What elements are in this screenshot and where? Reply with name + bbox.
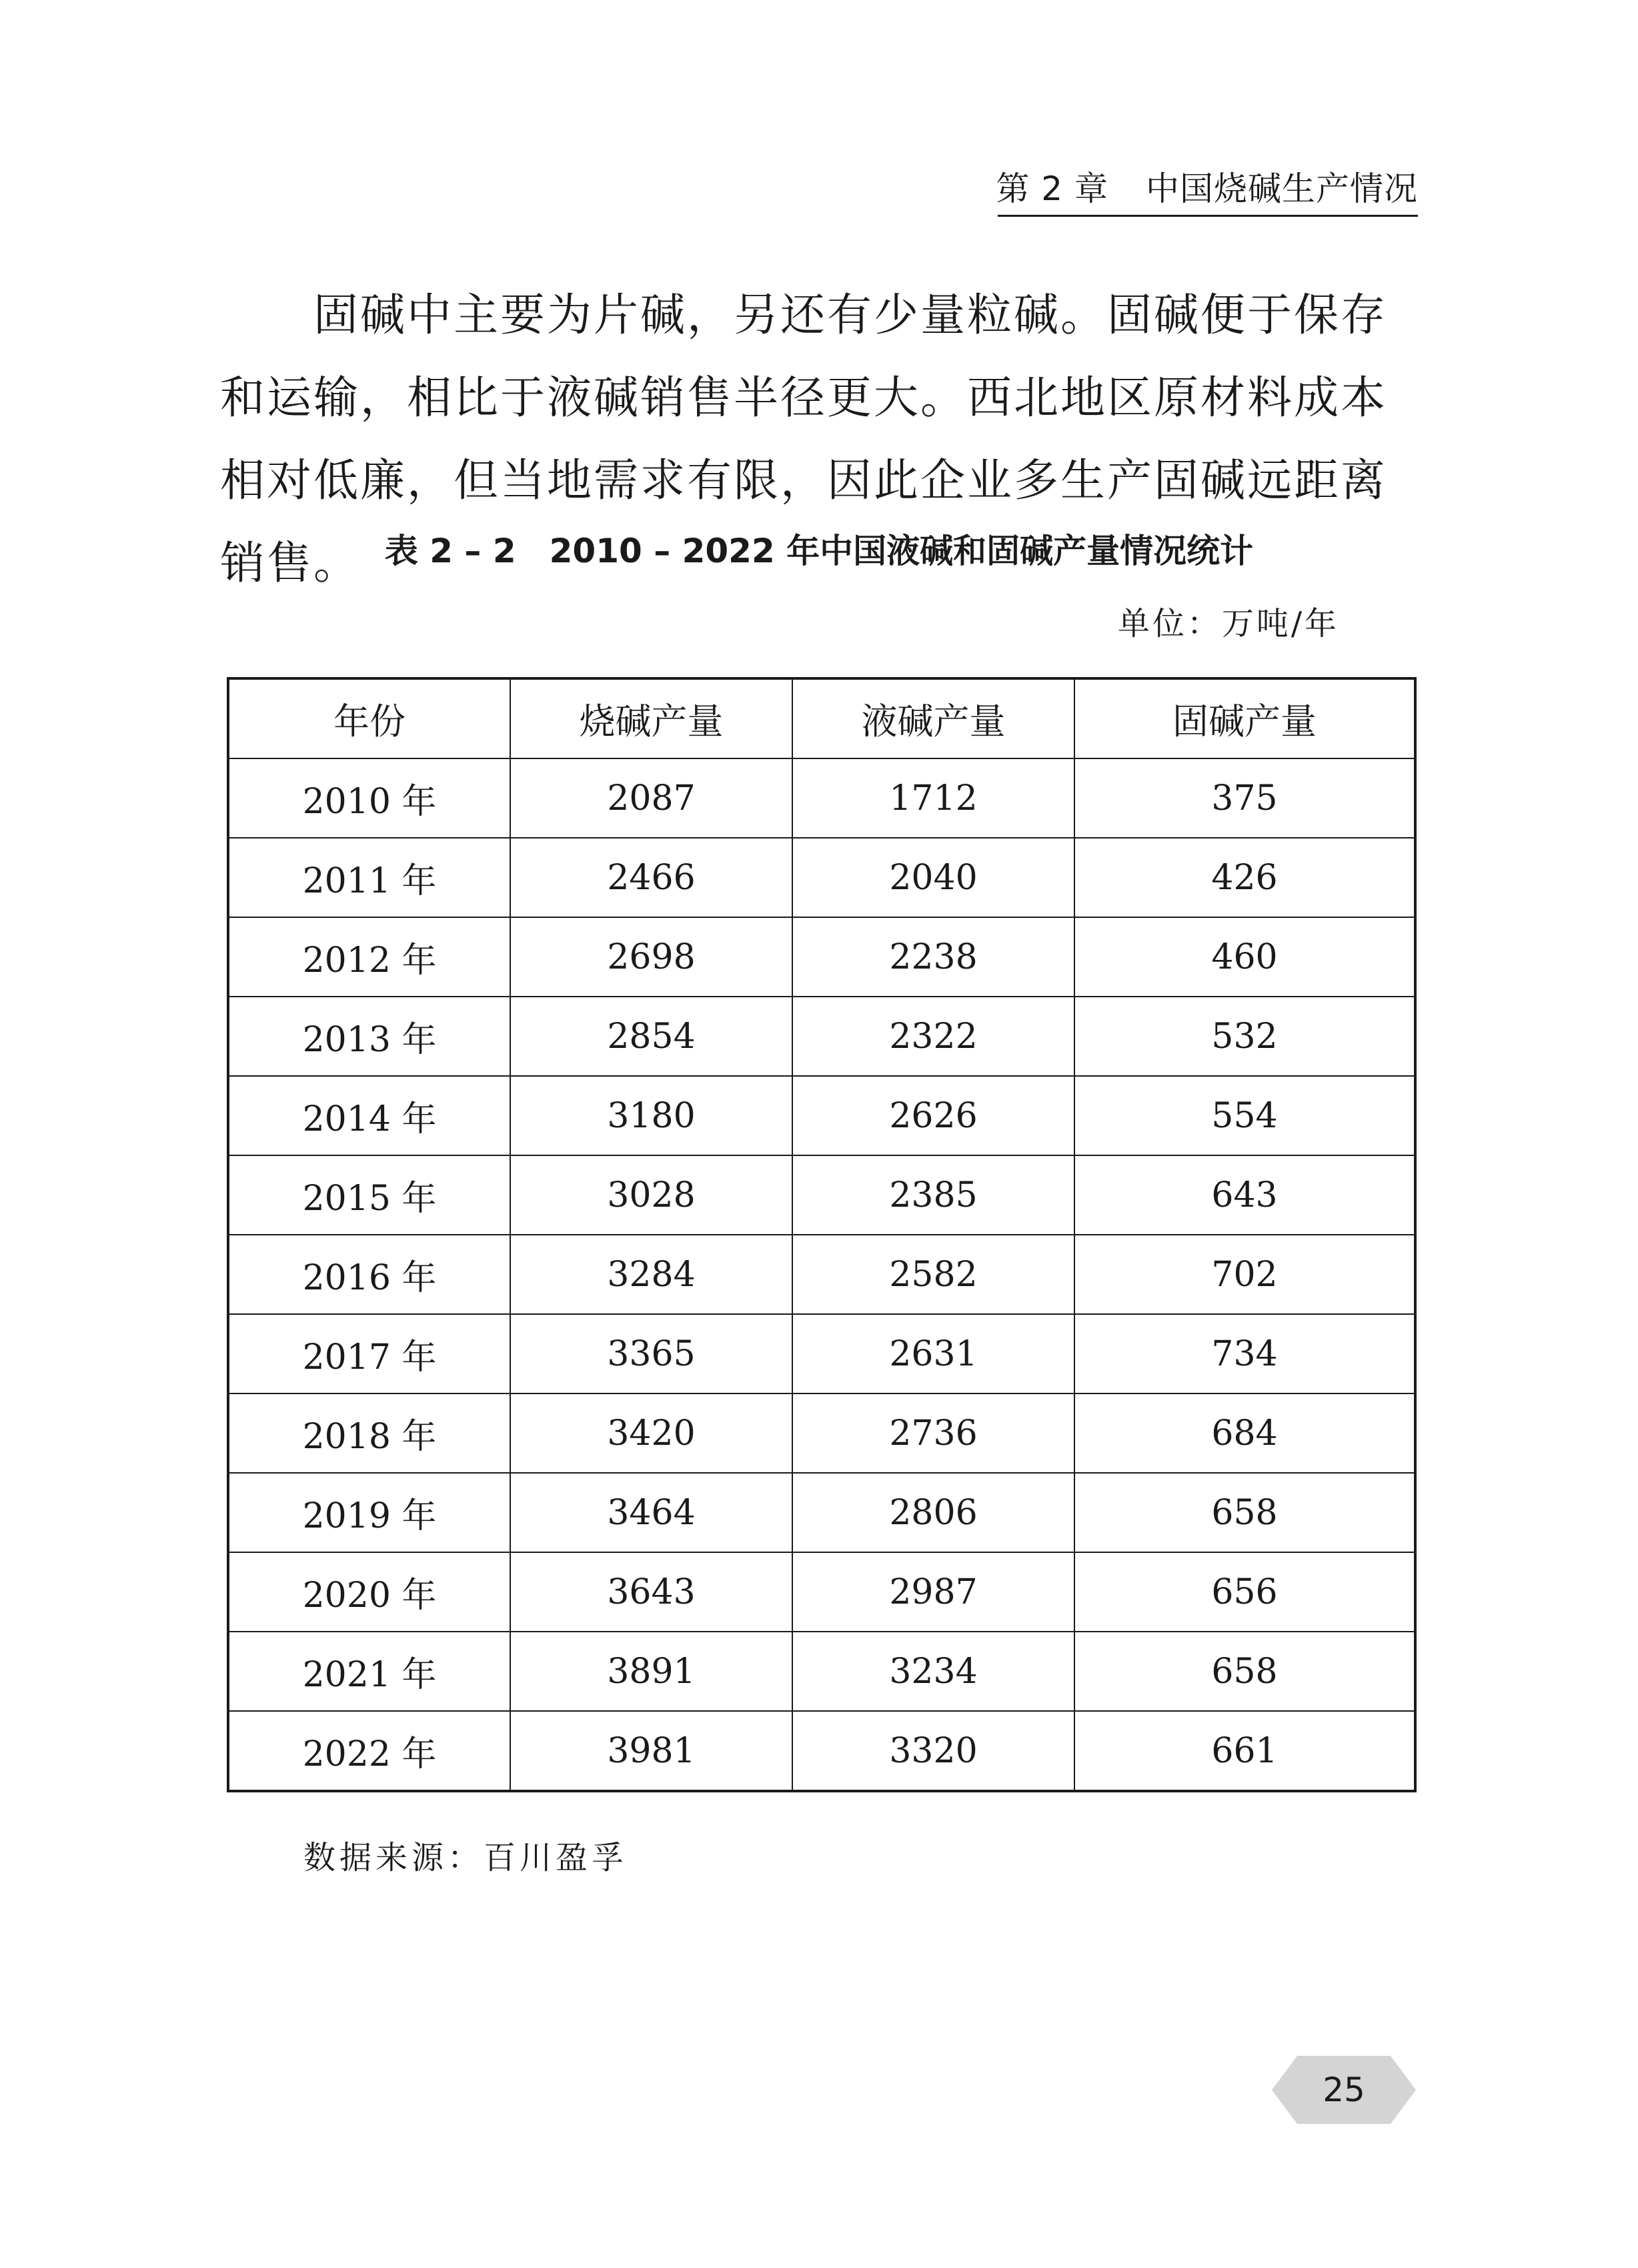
cell-solid-caustic: 684 [1074, 1393, 1415, 1473]
cell-year: 2011 年 [228, 838, 510, 917]
cell-liquid-caustic: 2736 [792, 1393, 1074, 1473]
production-table [227, 677, 1417, 1792]
cell-solid-caustic: 656 [1074, 1552, 1415, 1632]
cell-liquid-caustic: 2582 [792, 1235, 1074, 1314]
cell-liquid-caustic: 2626 [792, 1076, 1074, 1155]
table-row [228, 1393, 1415, 1473]
cell-caustic-soda: 2466 [510, 838, 792, 917]
cell-solid-caustic: 658 [1074, 1632, 1415, 1711]
cell-liquid-caustic: 2322 [792, 997, 1074, 1076]
table-row [228, 1473, 1415, 1552]
cell-year: 2013 年 [228, 997, 510, 1076]
cell-caustic-soda: 3643 [510, 1552, 792, 1632]
table-source: 数据来源：百川盈孚 [303, 1839, 628, 1876]
cell-liquid-caustic: 2238 [792, 917, 1074, 997]
cell-year: 2016 年 [228, 1235, 510, 1314]
chapter-number: 第 2 章 [996, 169, 1108, 208]
table-row [228, 997, 1415, 1076]
cell-caustic-soda: 3284 [510, 1235, 792, 1314]
running-head-rule [998, 215, 1418, 217]
page-number-badge [1271, 2055, 1417, 2125]
cell-year: 2022 年 [228, 1711, 510, 1791]
table-header-row [228, 678, 1415, 758]
table-row [228, 1552, 1415, 1632]
cell-year: 2014 年 [228, 1076, 510, 1155]
body-paragraph: 固碱中主要为片碱，另还有少量粒碱。固碱便于保存和运输，相比于液碱销售半径更大。西北地区原材料成本相对低廉，但当地需求有限，因此企业多生产固碱远距离销售。 [220, 289, 1387, 589]
column-header-year: 年份 [228, 678, 510, 758]
column-header-caustic-soda: 烧碱产量 [510, 678, 792, 758]
cell-liquid-caustic: 3234 [792, 1632, 1074, 1711]
cell-solid-caustic: 734 [1074, 1314, 1415, 1393]
cell-year: 2019 年 [228, 1473, 510, 1552]
cell-solid-caustic: 426 [1074, 838, 1415, 917]
cell-caustic-soda: 3891 [510, 1632, 792, 1711]
cell-solid-caustic: 658 [1074, 1473, 1415, 1552]
cell-year: 2017 年 [228, 1314, 510, 1393]
table-row [228, 758, 1415, 838]
cell-liquid-caustic: 2806 [792, 1473, 1074, 1552]
cell-year: 2020 年 [228, 1552, 510, 1632]
cell-caustic-soda: 3464 [510, 1473, 792, 1552]
table-title: 2010 – 2022 年中国液碱和固碱产量情况统计 [549, 532, 1254, 570]
cell-year: 2018 年 [228, 1393, 510, 1473]
cell-caustic-soda: 3365 [510, 1314, 792, 1393]
table-number: 表 2 – 2 [384, 532, 516, 570]
table-row [228, 1314, 1415, 1393]
cell-caustic-soda: 2087 [510, 758, 792, 838]
table-row [228, 838, 1415, 917]
running-head [996, 165, 1418, 212]
cell-liquid-caustic: 3320 [792, 1711, 1074, 1791]
cell-liquid-caustic: 2385 [792, 1155, 1074, 1235]
table-row [228, 1235, 1415, 1314]
chapter-title: 中国烧碱生产情况 [1146, 169, 1418, 208]
cell-year: 2015 年 [228, 1155, 510, 1235]
cell-solid-caustic: 460 [1074, 917, 1415, 997]
cell-caustic-soda: 3028 [510, 1155, 792, 1235]
cell-year: 2010 年 [228, 758, 510, 838]
cell-caustic-soda: 3981 [510, 1711, 792, 1791]
cell-solid-caustic: 643 [1074, 1155, 1415, 1235]
cell-solid-caustic: 375 [1074, 758, 1415, 838]
cell-caustic-soda: 3180 [510, 1076, 792, 1155]
cell-solid-caustic: 661 [1074, 1711, 1415, 1791]
table-row [228, 917, 1415, 997]
cell-solid-caustic: 532 [1074, 997, 1415, 1076]
cell-liquid-caustic: 2987 [792, 1552, 1074, 1632]
cell-liquid-caustic: 2631 [792, 1314, 1074, 1393]
cell-liquid-caustic: 2040 [792, 838, 1074, 917]
cell-year: 2012 年 [228, 917, 510, 997]
cell-year: 2021 年 [228, 1632, 510, 1711]
table-unit: 单位：万吨/年 [1117, 605, 1339, 642]
table-row [228, 1711, 1415, 1791]
table-row [228, 1076, 1415, 1155]
column-header-solid-caustic: 固碱产量 [1074, 678, 1415, 758]
column-header-liquid-caustic: 液碱产量 [792, 678, 1074, 758]
table-row [228, 1155, 1415, 1235]
cell-solid-caustic: 702 [1074, 1235, 1415, 1314]
table-caption [0, 524, 1638, 578]
table-row [228, 1632, 1415, 1711]
cell-solid-caustic: 554 [1074, 1076, 1415, 1155]
cell-caustic-soda: 3420 [510, 1393, 792, 1473]
page-number: 25 [1323, 2071, 1365, 2109]
cell-liquid-caustic: 1712 [792, 758, 1074, 838]
cell-caustic-soda: 2854 [510, 997, 792, 1076]
cell-caustic-soda: 2698 [510, 917, 792, 997]
